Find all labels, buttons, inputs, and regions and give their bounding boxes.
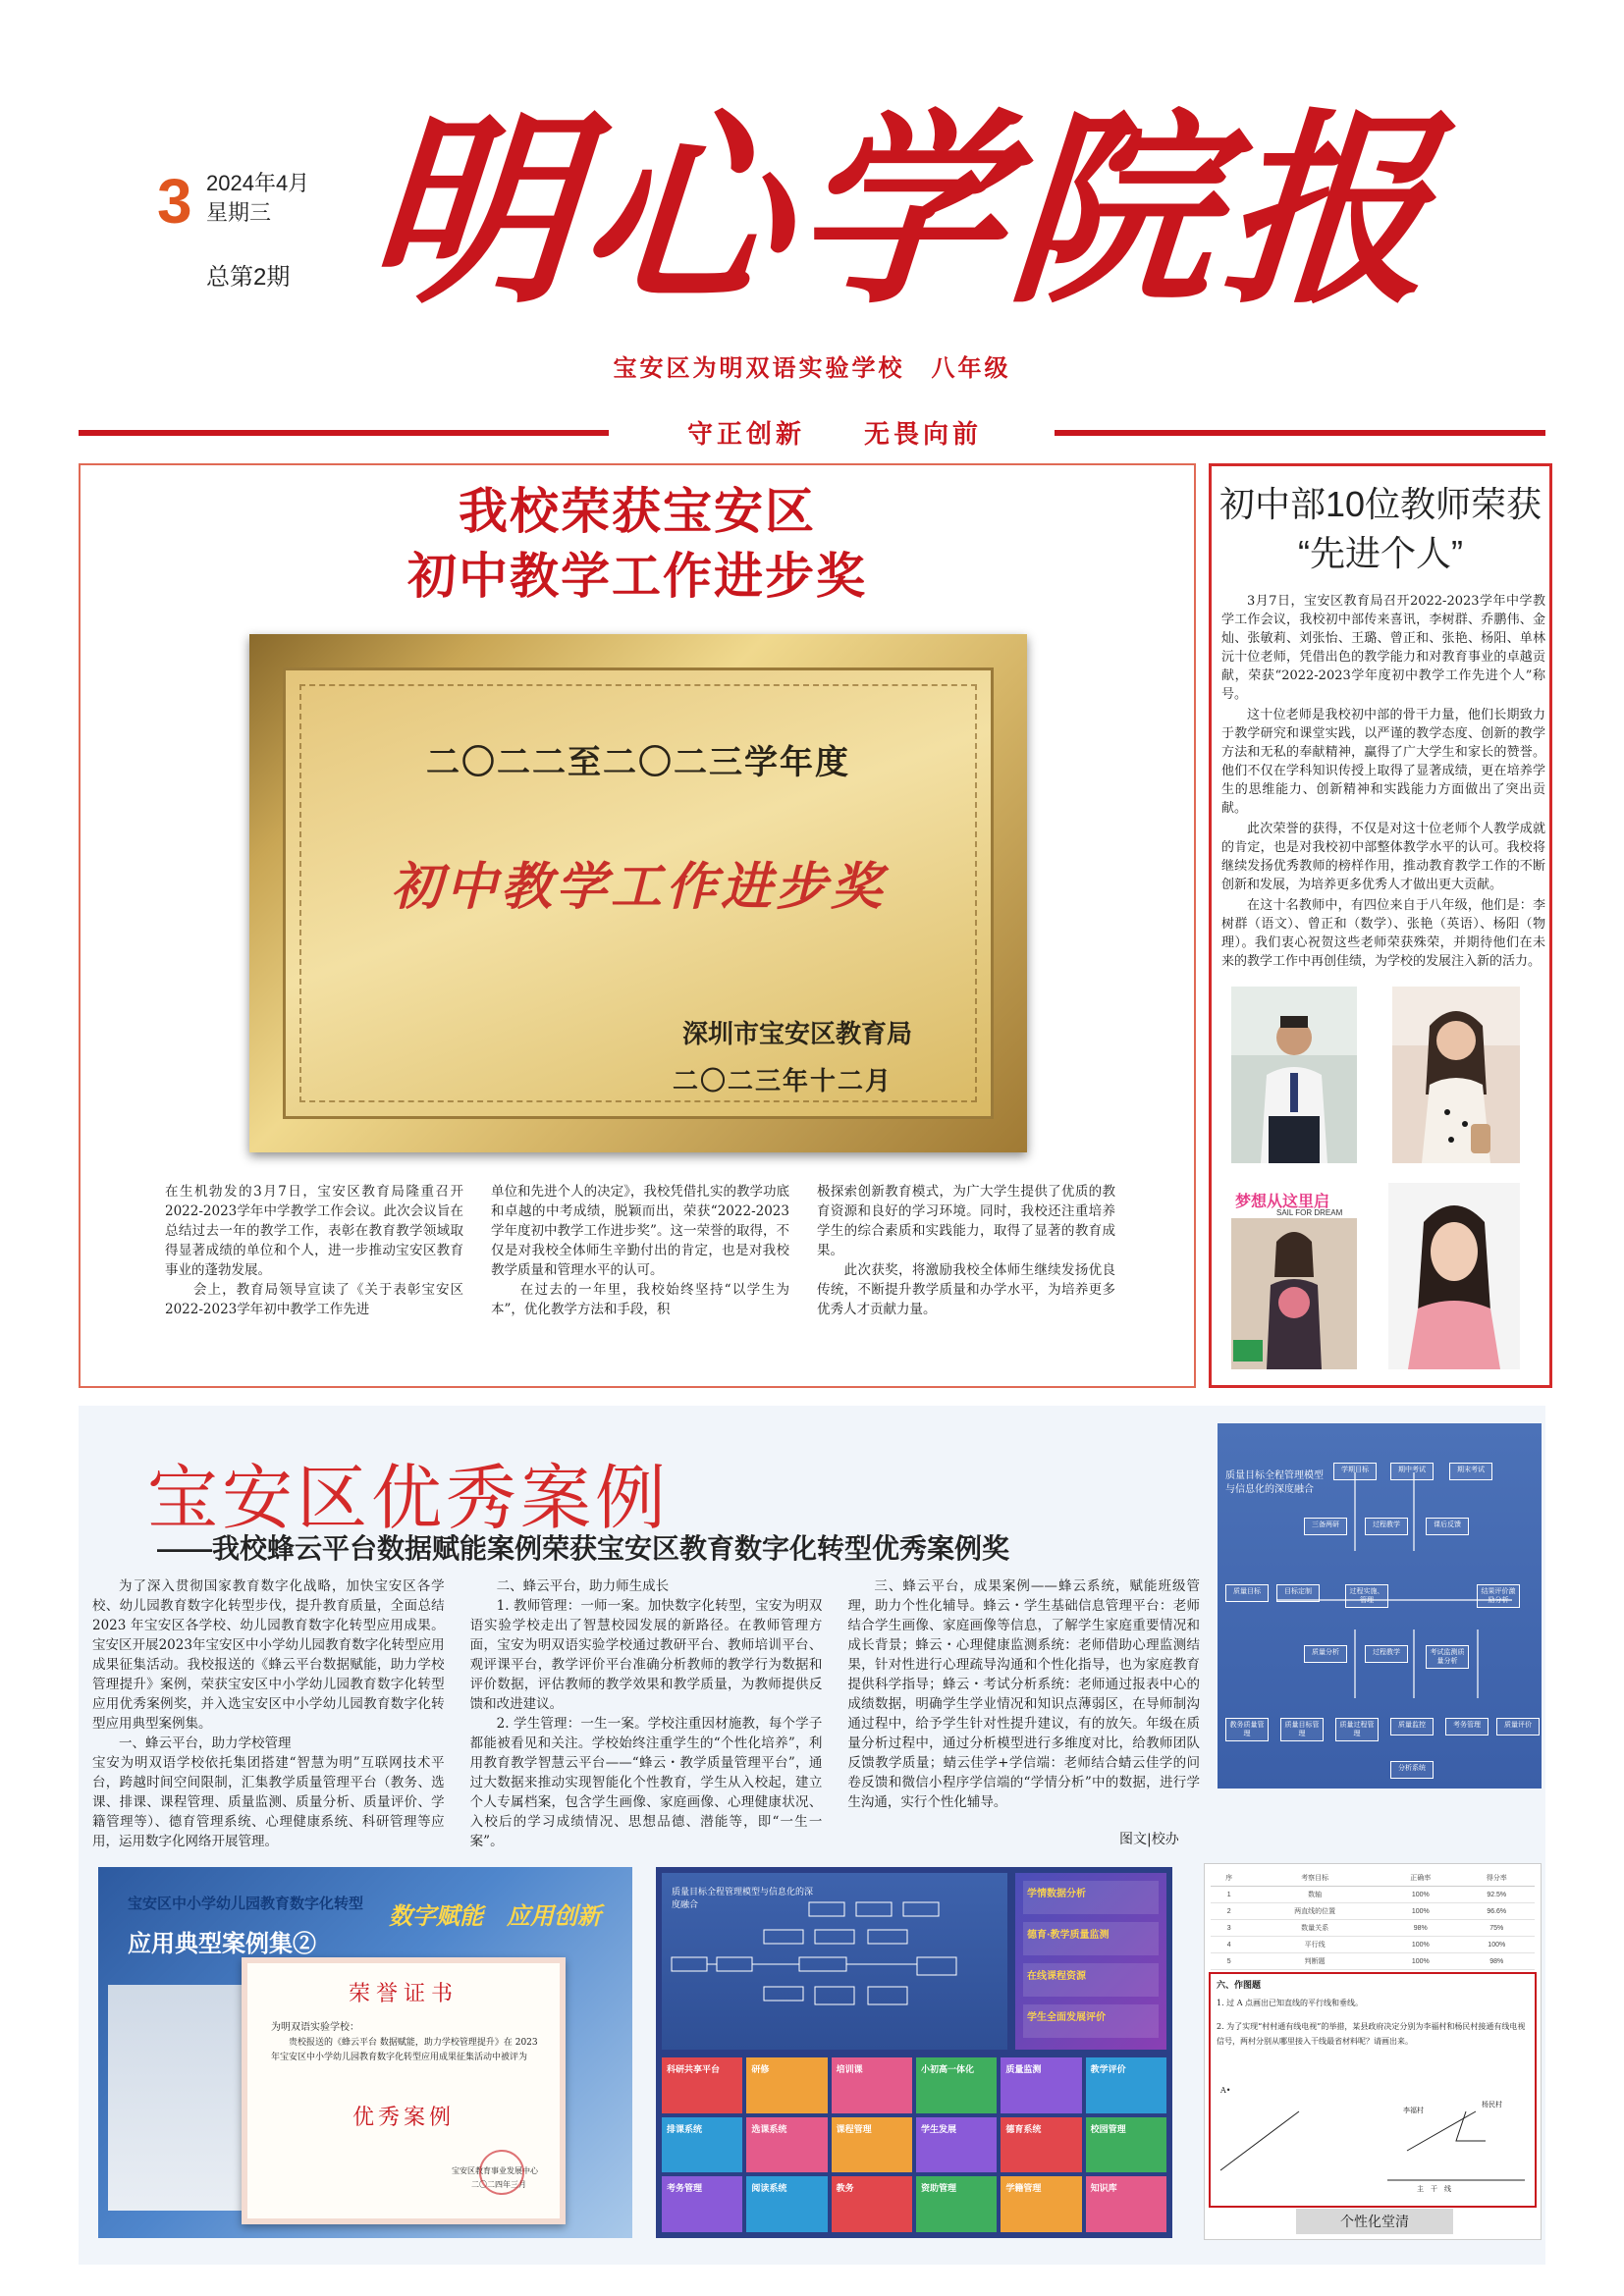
platform-screenshot [656, 1867, 1172, 2238]
award-plaque-photo [249, 634, 1027, 1152]
platform-tile-label: 学籍管理 [1005, 2184, 1042, 2195]
case-paragraph: 2. 学生管理：一生一案。学校注重因材施教，每个学子都能被看见和关注。学校始终注重学生的“个性化培养”，利用教育教学智慧云平台——“蜂云・教学质量管理平台”，通过大数据来推动实现智能化个性教育，学生从入校起，建立个人专属档案，包含学生画像、家庭画像、心理健康状况、入校后的学习成绩情况、思想品德、潜能等，即“一生一案”。 [469, 1716, 823, 1849]
case-column-3 [847, 1576, 1200, 1842]
cert-body: 贵校报送的《蜂云平台 数据赋能，助力学校管理提升》在 2023 年宝安区中小学幼儿园教育数字化转型应用成果征集活动中被评为 [271, 2038, 538, 2062]
worksheet-cell: 100% [1382, 1937, 1458, 1953]
plaque-issuer: 深圳市宝安区教育局 [681, 1020, 912, 1049]
worksheet-table-row [1211, 1903, 1535, 1920]
diagram-node: 质量过程管理 [1335, 1718, 1379, 1741]
worksheet-header-cell: 得分率 [1459, 1870, 1536, 1887]
diagram-node: 质量监控 [1390, 1718, 1434, 1735]
platform-diagram-lines [662, 1873, 1007, 2050]
main-article-column: 极探索创新教育模式，为广大学生提供了优质的教育资源和良好的学习环境。同时，我校还注重培养学生的综合素质和实践能力，取得了显著的教育成果。 此次获奖，将激励我校全体师生继续发扬优良传统，不断提升教学质量和办学水平，为培养更多优秀人才贡献力量。 [817, 1184, 1115, 1317]
worksheet-table-row [1211, 1937, 1535, 1953]
issue-date-month: 2024年4月 [206, 171, 310, 195]
worksheet-cell: 100% [1382, 1887, 1458, 1903]
side-paragraph: 此次荣誉的获得，不仅是对这十位老师个人教学成就的肯定，也是对我校初中部整体教学水平的认可。我校将继续发扬优秀教师的榜样作用，推动教育教学工作的不断创新和发展，为培养更多优秀人才做出更大贡献。 [1221, 822, 1545, 892]
side-paragraph: 在这十名教师中，有四位来自于八年级，他们是：李树群（语文）、曾正和（数学）、张艳（英语）、杨阳（物理）。我们衷心祝贺这些老师荣获殊荣，并期待他们在未来的教学工作中再创佳绩，为学校的发展注入新的活力。 [1221, 898, 1545, 969]
worksheet-cell: 100% [1382, 1953, 1458, 1970]
worksheet-cell: 1 [1211, 1887, 1247, 1903]
side-paragraph: 这十位老师是我校初中部的骨干力量，他们长期致力于教学研究和课堂实践，以严谨的教学态度、创新的教学方法和无私的奉献精神，赢得了广大学生和家长的赞誉。他们不仅在学科知识传授上取得了显著成绩，更在培养学生的思维能力、创新精神和实践能力方面做出了突出贡献。 [1221, 708, 1545, 816]
certificate [242, 1957, 566, 2224]
quality-model-diagram [1218, 1423, 1542, 1789]
teacher-photo-3 [1231, 1183, 1357, 1369]
side-headline-line2: “先进个人” [1298, 533, 1463, 573]
platform-tile [832, 2057, 912, 2113]
diagram-title-line1: 质量目标全程管理模型 [1225, 1470, 1324, 1481]
case-paragraph: 为了深入贯彻国家教育数字化战略，加快宝安区各学校、幼儿园教育数字化转型步伐，提升教育质量，全面总结 2023 年宝安区各学校、幼儿园教育数字化转型应用成果。宝安区开展2023年宝安区中小学幼儿园教育数字化转型应用成果征集活动。我校报送的《蜂云平台数据赋能，助力学校管理提升》案例，荣获宝安区中小学幼儿园教育数字化转型应用优秀案例奖，并入选宝安区中小学幼儿园教育数字化转型应用典型案例集。 [92, 1578, 445, 1732]
case-column-1 [92, 1576, 445, 1849]
diagram-node: 考试监测质量分析 [1426, 1645, 1469, 1669]
cert-recipient: 为明双语实验学校： [271, 2022, 359, 2033]
platform-tile [1086, 2117, 1166, 2173]
platform-tile [916, 2176, 997, 2232]
worksheet-label-village2: 杨民村 [1482, 2101, 1502, 2109]
plaque-date: 二〇二三年十二月 [672, 1067, 893, 1096]
platform-tile-label: 课程管理 [836, 2124, 872, 2135]
photo-sign-sub: SAIL FOR DREAM [1276, 1208, 1343, 1217]
platform-tile-label: 排课系统 [667, 2124, 703, 2135]
diagram-node: 期末考试 [1449, 1463, 1492, 1480]
worksheet-cell: 3 [1211, 1920, 1247, 1937]
diagram-node: 期中考试 [1390, 1463, 1434, 1480]
diagram-node: 过程教学 [1365, 1518, 1408, 1535]
worksheet-cell: 数量关系 [1247, 1920, 1382, 1937]
platform-tile-label: 质量监测 [1005, 2065, 1042, 2075]
award-certificate-photo [98, 1867, 632, 2238]
worksheet-cell: 4 [1211, 1937, 1247, 1953]
slogan: 守正创新 无畏向前 [686, 420, 982, 450]
case-paragraph: 宝安为明双语学校依托集团搭建“智慧为明”互联网技术平台，跨越时间空间限制，汇集教学质量管理平台（教务、选课、排课、课程管理、质量监测、质量分析、质量评价、学籍管理等）、德育管理系统、心理健康系统、科研管理等应用，运用数字化网络开展管理。 [92, 1755, 445, 1849]
worksheet-header-cell: 考察目标 [1247, 1870, 1382, 1887]
main-headline [81, 479, 1194, 609]
worksheet-cell: 5 [1211, 1953, 1247, 1970]
worksheet-problem-box [1209, 1972, 1537, 2208]
case-paragraph: 1. 教师管理：一师一案。加快数字化转型，宝安为明双语实验学校走出了智慧校园发展的新路径。在教师管理方面，宝安为明双语实验学校通过教研平台、教师培训平台、观评课平台，教学评价平台准确分析教师的教学行为数据和评价数据，评估教师的教学效果和教学质量，为教师提供反馈和改进建议。 [469, 1598, 823, 1712]
worksheet-table-row [1211, 1953, 1535, 1970]
case-article-body [92, 1576, 1201, 1849]
worksheet-cell: 数轴 [1247, 1887, 1382, 1903]
worksheet-cell: 两直线的位置 [1247, 1903, 1382, 1920]
diagram-node: 教务质量管理 [1225, 1718, 1269, 1741]
cert-issuer: 宝安区教育事业发展中心 [452, 2166, 538, 2175]
diagram-node: 过程实施、管理 [1345, 1584, 1388, 1608]
worksheet-caption: 个性化堂清 [1296, 2209, 1453, 2234]
platform-tile-label: 德育系统 [1005, 2124, 1042, 2135]
worksheet-label-a: A• [1220, 2086, 1231, 2095]
diagram-node: 质量目标 [1225, 1584, 1269, 1602]
platform-tile [1086, 2176, 1166, 2232]
platform-tag: 在线课程资源 [1023, 1963, 1159, 1997]
side-article-body [1221, 592, 1545, 973]
diagram-node: 考务管理 [1445, 1718, 1489, 1735]
platform-tile [662, 2176, 742, 2232]
worksheet-header-cell: 序 [1211, 1870, 1247, 1887]
platform-tile [1001, 2176, 1081, 2232]
cert-banner-left: 宝安区中小学幼儿园教育数字化转型 [128, 1895, 364, 1912]
platform-tile-label: 科研共享平台 [667, 2065, 721, 2075]
platform-diagram-title: 质量目标全程管理模型与信息化的深度融合 [672, 1888, 814, 1910]
worksheet-cell: 判断题 [1247, 1953, 1382, 1970]
diagram-node: 质量分析 [1304, 1645, 1347, 1663]
diagram-node: 分析系统 [1390, 1761, 1434, 1779]
platform-tile-label: 教务 [836, 2184, 854, 2195]
case-paragraph: 三、蜂云平台，成果案例——蜂云系统，赋能班级管理，助力个性化辅导。蜂云・学生基础信息管理平台：老师结合学生画像、家庭画像等信息，了解学生家庭重要情况和成长背景；蜂云・心理健康监测系统：老师借助心理监测结果，针对性进行心理疏导沟通和个性化指导，也为家庭教育提供科学指导；蜂云・考试分析系统：老师通过报表中心的成绩数据，明确学生学业情况和知识点薄弱区，在导师制沟通过程中，给予学生针对性提升建议，有的放矢。年级在质量分析过程中，通过分析模型进行多维度对比，给教师团队反馈教学质量；蜻云佳学+学信端：老师结合蜻云佳学的问卷反馈和微信小程序学信端的“学情分析”中的数据，进行学生沟通，实行个性化辅导。 [847, 1578, 1201, 1810]
diagram-node: 过程教学 [1365, 1645, 1408, 1663]
cert-title: 荣誉证书 [348, 1982, 459, 2006]
worksheet-cell: 96.6% [1459, 1903, 1536, 1920]
main-article [79, 463, 1196, 1388]
platform-tile-label: 阅读系统 [751, 2184, 787, 2195]
platform-tile [746, 2117, 827, 2173]
cert-award: 优秀案例 [352, 2106, 455, 2130]
cert-seal [479, 2150, 524, 2195]
platform-tile [832, 2117, 912, 2173]
case-column-2 [469, 1576, 823, 1849]
platform-tag: 学情数据分析 [1023, 1881, 1159, 1914]
slogan-bar [79, 414, 1545, 450]
photo-sign-text: 梦想从这里启 [1235, 1192, 1330, 1210]
plaque-award: 初中教学工作进步奖 [390, 857, 886, 917]
issue-date [206, 169, 309, 228]
main-headline-line2: 初中教学工作进步奖 [407, 547, 867, 605]
worksheet-table-header [1211, 1870, 1535, 1887]
worksheet-header-cell: 正确率 [1382, 1870, 1458, 1887]
platform-tiles [662, 2057, 1166, 2232]
platform-tile-label: 研修 [751, 2065, 770, 2075]
worksheet-table-row [1211, 1920, 1535, 1937]
worksheet-cell: 98% [1459, 1953, 1536, 1970]
platform-tile [746, 2176, 827, 2232]
worksheet-cell: 平行线 [1247, 1937, 1382, 1953]
worksheet-table [1211, 1870, 1535, 1970]
platform-tile [916, 2117, 997, 2173]
worksheet-label-village1: 李福村 [1403, 2107, 1424, 2114]
slogan-rule-right [1055, 430, 1545, 436]
case-title: 宝安区优秀案例 [147, 1460, 671, 1538]
cert-banner-sub: 应用典型案例集② [128, 1929, 316, 1957]
issue-total: 总第2期 [206, 264, 291, 291]
teacher-photo-1 [1231, 987, 1357, 1163]
side-article [1209, 463, 1552, 1388]
worksheet-label-mainline: 主 干 线 [1417, 2185, 1451, 2193]
page-number: 3 [157, 166, 192, 237]
worksheet-table-row [1211, 1887, 1535, 1903]
worksheet-cell: 75% [1459, 1920, 1536, 1937]
diagram-node: 结果评价激励分析 [1477, 1584, 1520, 1608]
platform-tag: 德育·教学质量监测 [1023, 1922, 1159, 1955]
platform-tile-label: 选课系统 [751, 2124, 787, 2135]
worksheet-cell: 2 [1211, 1903, 1247, 1920]
platform-tag: 学生全面发展评价 [1023, 2004, 1159, 2038]
main-article-body [165, 1182, 1115, 1378]
worksheet-figure [1211, 2072, 1539, 2190]
platform-tile [1001, 2117, 1081, 2173]
platform-tile-label: 考务管理 [667, 2184, 703, 2195]
platform-tile-label: 学生发展 [921, 2124, 957, 2135]
side-headline [1212, 480, 1549, 578]
photo-credit: 图文|校办 [1119, 1832, 1179, 1847]
plaque-inner [283, 667, 994, 1119]
worksheet-cell: 92.5% [1459, 1887, 1536, 1903]
worksheet-question-2: 2. 为了实现“村村通有线电视”的举措，某县政府决定分别为李福村和杨民村接通有线电视信号，两村分别从哪里接入干线最省材料呢？请画出来。 [1217, 2022, 1526, 2046]
school-name: 宝安区为明双语实验学校 八年级 [613, 353, 1011, 382]
platform-tile-label: 资助管理 [921, 2184, 957, 2195]
side-paragraph: 3月7日，宝安区教育局召开2022-2023学年中学教学工作会议，我校初中部传来喜讯，李树群、乔鹏伟、金灿、张敏莉、刘张怡、王璐、曾正和、张艳、杨阳、单林沅十位老师，凭借出色的教学能力和对教育事业的卓越贡献，荣获“2022-2023学年度初中教学工作先进个人”称号。 [1221, 594, 1545, 702]
platform-tile [662, 2117, 742, 2173]
diagram-node: 质量评价 [1496, 1718, 1540, 1735]
diagram-node: 学期目标 [1333, 1463, 1377, 1480]
worksheet-section-title: 六、作图题 [1217, 1981, 1262, 1991]
platform-tile [916, 2057, 997, 2113]
worksheet-cell: 100% [1459, 1937, 1536, 1953]
issue-date-weekday: 星期三 [206, 200, 272, 225]
platform-tile-label: 教学评价 [1090, 2065, 1126, 2075]
worksheet-question-1: 1. 过 A 点画出已知直线的平行线和垂线。 [1217, 1999, 1364, 2007]
main-headline-line1: 我校荣获宝安区 [459, 482, 816, 540]
masthead-title: 明心学院报 [359, 89, 1447, 332]
diagram-node: 课后反馈 [1426, 1518, 1469, 1535]
worksheet-cell: 98% [1382, 1920, 1458, 1937]
case-paragraph: 二、蜂云平台，助力师生成长 [496, 1578, 670, 1594]
platform-tile [662, 2057, 742, 2113]
teacher-photo-4 [1388, 1183, 1520, 1369]
platform-tile-label: 培训课 [836, 2065, 863, 2075]
side-headline-line1: 初中部10位教师荣获 [1218, 484, 1543, 524]
platform-tile-label: 校园管理 [1090, 2124, 1126, 2135]
platform-tile-label: 小初高一体化 [921, 2065, 975, 2075]
main-article-column: 单位和先进个人的决定》，我校凭借扎实的教学功底和卓越的中考成绩，脱颖而出，荣获“2022-2023学年度初中教学工作进步奖”。这一荣誉的取得，不仅是对我校全体师生辛勤付出的肯定，也是对我校教学质量和管理水平的认可。 在过去的一年里，我校始终坚持“以学生为本”，优化教学方法和手段，积 [491, 1184, 789, 1317]
case-subtitle: ——我校蜂云平台数据赋能案例荣获宝安区教育数字化转型优秀案例奖 [157, 1533, 1010, 1564]
platform-tile [832, 2176, 912, 2232]
diagram-node: 目标定制 [1276, 1584, 1320, 1602]
plaque-year: 二〇二二至二〇二三学年度 [426, 743, 850, 782]
diagram-node: 质量目标管理 [1280, 1718, 1324, 1741]
cert-banner-right: 数字赋能 应用创新 [389, 1901, 601, 1930]
platform-tile [1086, 2057, 1166, 2113]
platform-tile-label: 知识库 [1090, 2184, 1117, 2195]
platform-side-tags [1015, 1873, 1166, 2050]
case-paragraph: 一、蜂云平台，助力学校管理 [119, 1735, 292, 1751]
platform-tile [1001, 2057, 1081, 2113]
main-article-column: 在生机勃发的3月7日，宝安区教育局隆重召开2022-2023学年中学教学工作会议。此次会议旨在总结过去一年的教学工作，表彰在教育教学领域取得显著成绩的单位和个人，进一步推动宝安区教育事业的蓬勃发展。 会上，教育局领导宣读了《关于表彰宝安区2022-2023学年初中教学工作先进 [165, 1184, 463, 1317]
platform-tile [746, 2057, 827, 2113]
cert-date: 二〇二四年三月 [471, 2180, 526, 2189]
diagram-title-line2: 与信息化的深度融合 [1225, 1484, 1314, 1495]
teacher-photo-2 [1392, 987, 1520, 1163]
worksheet-image [1204, 1863, 1542, 2240]
worksheet-cell: 100% [1382, 1903, 1458, 1920]
slogan-rule-left [79, 430, 609, 436]
diagram-node: 三备两研 [1304, 1518, 1347, 1535]
platform-diagram-panel [662, 1873, 1007, 2050]
